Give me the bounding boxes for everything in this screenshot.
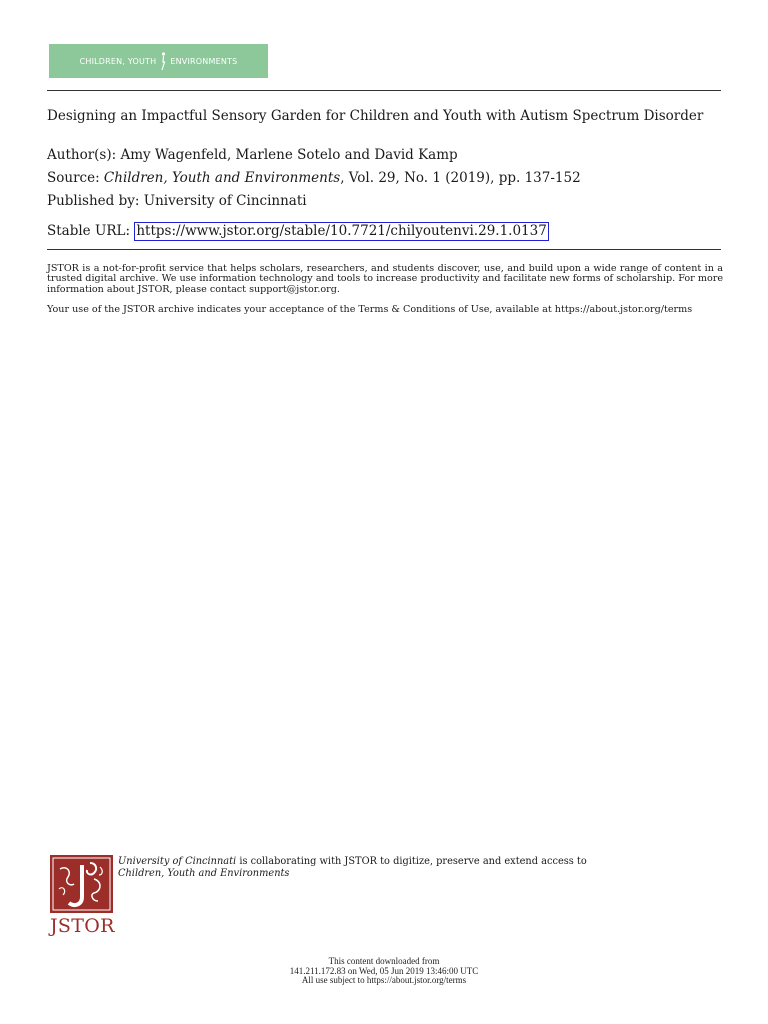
collab-journal: Children, Youth and Environments [118, 867, 290, 879]
stable-url-label: Stable URL: [47, 223, 131, 239]
stable-url-link[interactable]: https://www.jstor.org/stable/10.7721/chilyoutenvi.29.1.0137 [136, 223, 547, 239]
source-label: Source: [47, 170, 100, 186]
footer-line-2: 141.211.172.83 on Wed, 05 Jun 2019 13:46:00 UTC [289, 965, 479, 976]
jstor-seal-icon [50, 855, 113, 913]
jstor-notice: JSTOR is a not-for-profit service that helps scholars, researchers, and students discover, use, and build upon a wide range of content in a trusted digital archive. We use information technology and tools to increase productivity and facilitate new forms of scholarship. For more information about JSTOR, please contact support@jstor.org. [47, 263, 723, 295]
banner-text-left: CHILDREN, YOUTH [79, 56, 157, 66]
authors-value: Amy Wagenfeld, Marlene Sotelo and David Kamp [120, 147, 458, 163]
journal-banner [49, 44, 268, 78]
publisher-label: Published by: [47, 193, 140, 209]
footer-line-1: This content downloaded from [328, 956, 440, 966]
article-title: Designing an Impactful Sensory Garden for Children and Youth with Autism Spectrum Disorder [47, 108, 704, 124]
publisher-line [47, 194, 727, 208]
top-divider [47, 90, 721, 91]
source-line [47, 171, 727, 185]
source-journal: Children, Youth and Environments [103, 170, 341, 186]
footer-line-3: All use subject to https://about.jstor.org/terms [301, 975, 467, 986]
terms-notice: Your use of the JSTOR archive indicates your acceptance of the Terms & Conditions of Use, available at https://about.jstor.org/terms [47, 304, 693, 315]
stable-url-line [47, 222, 727, 241]
download-footer [0, 957, 768, 986]
collab-institution: University of Cincinnati [118, 856, 237, 867]
source-citation: , Vol. 29, No. 1 (2019), pp. 137-152 [340, 170, 581, 186]
figure-icon [159, 51, 167, 71]
banner-text-right: ENVIRONMENTS [170, 56, 238, 66]
bottom-divider [47, 249, 721, 250]
authors-label: Author(s): [47, 147, 117, 163]
collaboration-statement [118, 856, 718, 879]
jstor-logo [50, 855, 114, 937]
authors-line [47, 148, 727, 162]
collab-text: is collaborating with JSTOR to digitize, preserve and extend access to [236, 856, 587, 867]
jstor-wordmark: JSTOR [50, 915, 115, 937]
publisher-value: University of Cincinnati [143, 193, 307, 209]
